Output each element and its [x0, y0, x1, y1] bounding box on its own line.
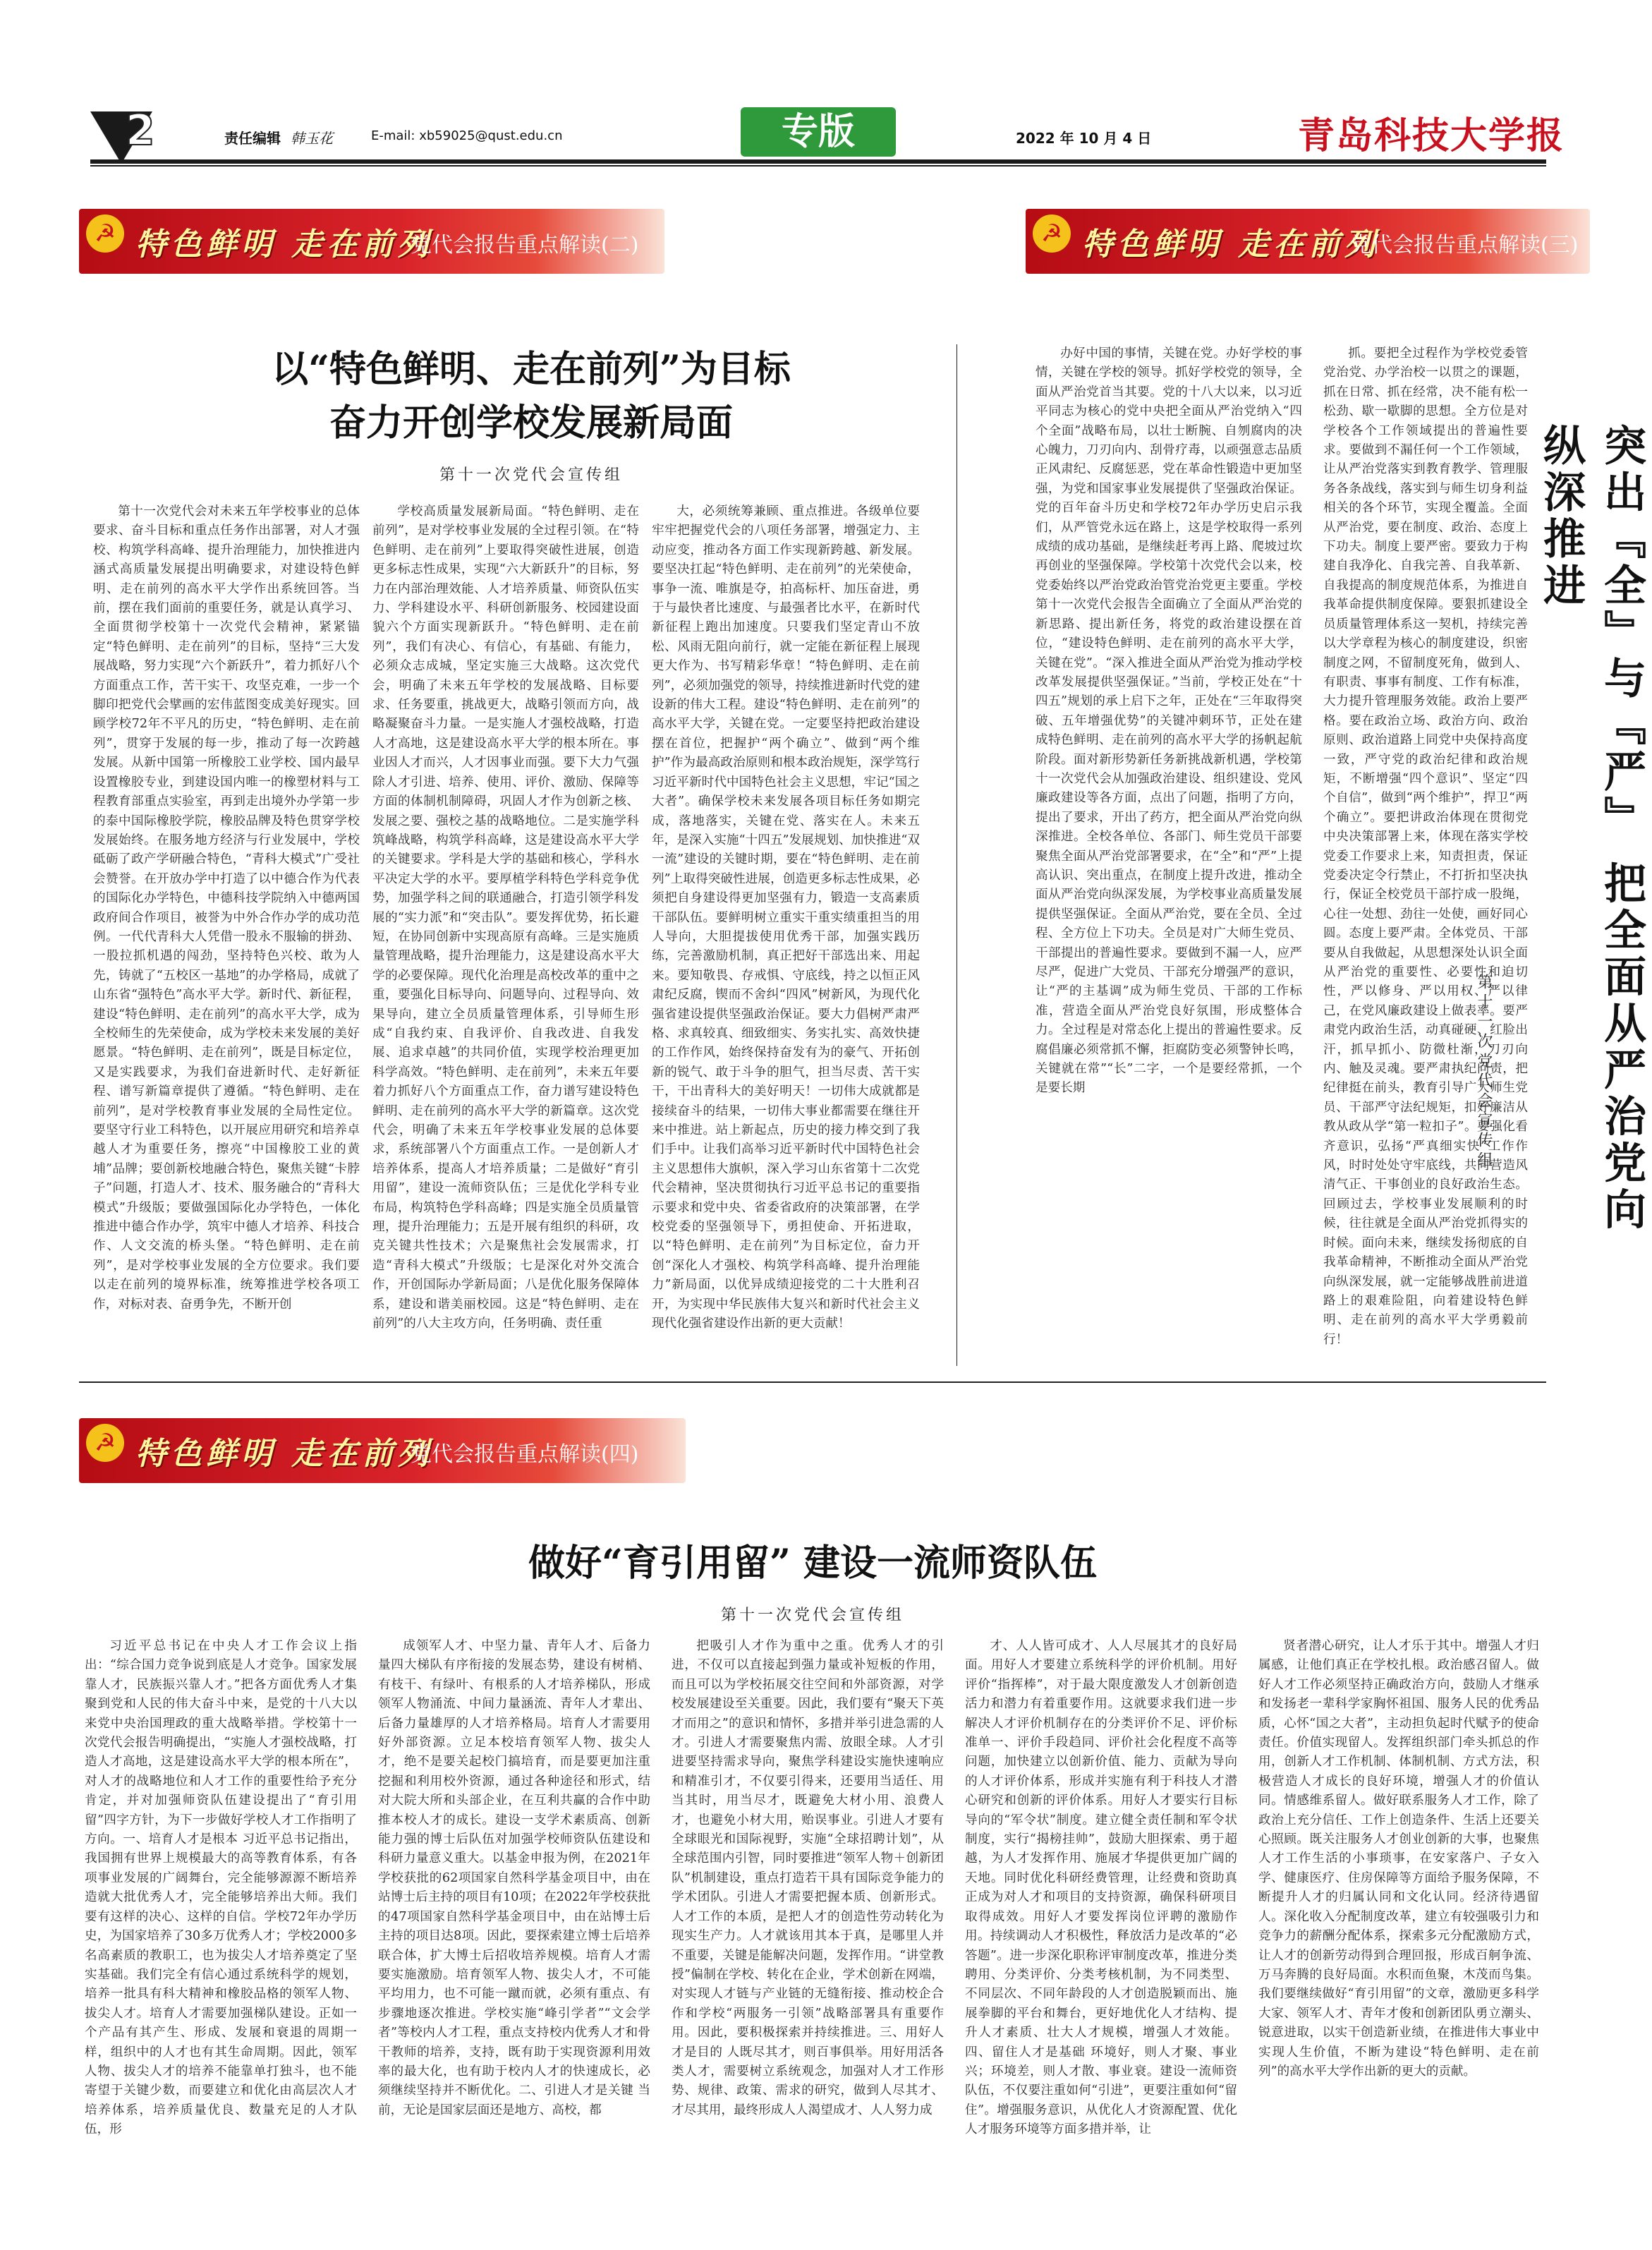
banner-slogan: 特色鲜明 走在前列: [135, 1436, 433, 1472]
banner-interpretation-2: [79, 209, 664, 274]
header-rule: [90, 159, 1546, 164]
article3-byline: 第十一次党代会宣传组: [720, 1607, 904, 1624]
paper-name: 青岛科技大学报: [1298, 114, 1565, 157]
article3-column-4: 才、人人皆可成才、人人尽展其才的良好局面。用好人才要建立系统科学的评价机制。用好评价“指挥棒”，对于最大限度激发人才创新创造活力和潜力有着重要作用。这就要求我们进一步解决人才评价机制存在的分类评价不足、评价标准单一、评价手段趋同、评价社会化程度不高等问题，加快建立以创新价值、能力、贡献为导向的人才评价体系，形成并实施有利于科技人才潜心研究和创新的评价体系。用好人才要实行目标导向的“军令状”制度。建立健全责任制和军令状制度，实行“揭榜挂帅”，鼓励大胆探索、勇于超越，为人才发挥作用、施展才华提供更加广阔的天地。同时优化科研经费管理，让经费和资助真正成为对人才和项目的支持资源，确保科研项目取得成效。用好人才要发挥岗位评聘的激励作用。持续调动人才积极性，释放活力是改革的“必答题”。进一步深化职称评审制度改革，推进分类聘用、分类评价、分类考核机制，为不同类型、不同层次、不同年龄段的人才创造脱颖而出、施展拳脚的平台和舞台，更好地优化人才结构、提升人才素质、壮大人才规模，增强人才效能。四、留住人才是基础 环境好，则人才聚、事业兴；环境差，则人才散、事业衰。建设一流师资队伍，不仅要注重如何“引进”，更要注重如何“留住”。增强服务意识，从优化人才资源配置、优化人才服务环境等方面多措并举，让: [965, 1639, 1237, 2137]
article1-title-line1: 以“特色鲜明、走在前列”为目标: [272, 348, 791, 391]
party-emblem-icon: ☭: [1033, 214, 1071, 253]
editor-label: 责任编辑: [224, 130, 281, 147]
banner-interpretation-4: [79, 1418, 686, 1483]
article2-column-1: 办好中国的事情，关键在党。办好学校的事情，关键在学校的领导。抓好学校党的领导，全面从严治党首当其要。党的十八大以来，以习近平同志为核心的党中央把全面从严治党纳入“四个全面”战略布局，以壮士断腕、自刎腐肉的决心魄力，刀刃向内、刮骨疗毒，以顽强意志品质正风肃纪、反腐惩恶，党在革命性锻造中更加坚强，为党和国家事业发展提供了坚强政治保证。党的百年奋斗历史和学校72年办学历史启示我们，从严管党永远在路上，这是学校取得一系列成绩的成功基础，是继续赶考再上路、爬坡过坎再创业的坚强保障。学校第十次党代会以来，校党委始终以严治党政治管党治党更主要重。学校第十一次党代会报告全面确立了全面从严治党的新思路、提出新任务，将党的政治建设摆在首位，“建设特色鲜明、走在前列的高水平大学，关键在党”。“深入推进全面从严治党为推动学校改革发展提供坚强保证。”当前，学校正处在“十四五”规划的承上启下之年，正处在“三年取得突破、五年增强优势”的关键冲刺环节，正处在建成特色鲜明、走在前列的高水平大学的扬帆起航阶段。面对新形势新任务新挑战新机遇，学校第十一次党代会从加强政治建设、组织建设、党风廉政建设等各方面，点出了问题，指明了方向，提出了要求，开出了药方，把全面从严治党向纵深推进。全校各单位、各部门、师生党员干部要聚焦全面从严治党部署要求，在“全”和“严”上提高认识、突出重点，在制度上提升改进，推动全面从严治党向纵深发展，为学校事业高质量发展提供坚强保证。全面从严治党，要在全员、全过程、全方位上下功夫。全员是对广大师生党员、干部提出的普遍性要求。要做到不漏一人，应严尽严，促进广大党员、干部充分增强严的意识，让“严的主基调”成为师生党员、干部的工作标准，营造全面从严治党良好氛围，形成整体合力。全过程是对常态化上提出的普遍性要求。反腐倡廉必须常抓不懈，拒腐防变必须警钟长鸣，关键就在常”“长”二字，一个是要经常抓，一个是要长期: [1035, 346, 1302, 1096]
header-rule-thin: [90, 165, 1546, 167]
article1-column-3: 大，必须统筹兼顾、重点推进。各级单位要牢牢把握党代会的八项任务部署，增强定力、主动应变，推动各方面工作实现新跨越、新发展。要坚决扛起“特色鲜明、走在前列”的光荣使命，事争一流、唯旗是夺，拍高标杆、加压奋进，勇于与最快者比速度、与最强者比水平，在新时代新征程上跑出加速度。只要我们坚定青山不放松、风雨无阻向前行，就一定能在新征程上展现更大作为、书写精彩华章！“特色鲜明、走在前列”，必须加强党的领导，持续推进新时代党的建设新的伟大工程。建设“特色鲜明、走在前列”的高水平大学，关键在党。一定要坚持把政治建设摆在首位，把握护“两个确立”、做到“两个维护”作为最高政治原则和根本政治规矩，深学笃行习近平新时代中国特色社会主义思想，牢记“国之大者”。确保学校未来发展各项目标任务如期完成，落地落实，关键在党、落实在人。未来五年，是深入实施“十四五”发展规划、加快推进“双一流”建设的关键时期，要在“特色鲜明、走在前列”上取得突破性进展，创造更多标志性成果，必须把自身建设得更加坚强有力，锻造一支高素质干部队伍。要鲜明树立重实干重实绩重担当的用人导向，大胆提拔使用优秀干部，加强实践历练，完善激励机制，真正把好干部选出来、用起来。要知敬畏、存戒惧、守底线，持之以恒正风肃纪反腐，锲而不舍纠“四风”树新风，为现代化强省建设提供坚强政治保证。要大力倡树严肃严格、求真较真、细致细实、务实扎实、高效快捷的工作作风，始终保持奋发有为的豪气、开拓创新的锐气、敢于斗争的胆气，担当尽责、苦干实干，干出青科大的美好明天！一切伟大成就都是接续奋斗的结果，一切伟大事业都需要在继往开来中推进。站上新起点，历史的接力棒交到了我们手中。让我们高举习近平新时代中国特色社会主义思想伟大旗帜，深入学习山东省第十二次党代会精神，坚决贯彻执行习近平总书记的重要指示要求和党中央、省委省政府的决策部署，在学校党委的坚强领导下，勇担使命、开拓进取，以“特色鲜明、走在前列”为目标定位，奋力开创“深化人才强校、构筑学科高峰、提升治理能力”新局面，以优异成绩迎接党的二十大胜利召开，为实现中华民族伟大复兴和新时代社会主义现代化强省建设作出新的更大贡献！: [652, 504, 920, 1331]
article3-column-2: 成领军人才、中坚力量、青年人才、后备力量四大梯队有序衔接的发展态势，建设有树梢、有枝干、有绿叶、有根系的人才培养梯队，形成领军人物涌流、中间力量涵流、青年人才辈出、后备力量雄厚的人才培养格局。培育人才需要用好外部资源。立足本校培育领军人物、拔尖人才，绝不是要关起校门搞培育，而是要更加注重挖掘和利用校外资源，通过各种途径和形式，结对大院大所和头部企业，在互利共赢的合作中助推本校人才的成长。建设一支学术素质高、创新能力强的博士后队伍对加强学校师资队伍建设和科研力量意义重大。以基金申报为例，在2021年学校获批的62项国家自然科学基金项目中，由在站博士后主持的项目有10项；在2022年学校获批的47项国家自然科学基金项目中，由在站博士后主持的项目达8项。因此，要探索建立博士后培养联合体，扩大博士后招收培养规模。培育人才需要实施激励。培育领军人物、拔尖人才，不可能平均用力，也不可能一蹴而就，必须有重点、有步骤地逐次推进。学校实施“峰引学者”“文会学者”等校内人才工程，重点支持校内优秀人才和骨干教师的培养，支持，既有助于实现资源利用效率的最大化，也有助于校内人才的快速成长，必须继续坚持并不断优化。二、引进人才是关键 当前，无论是国家层面还是地方、高校，都: [378, 1639, 650, 2117]
section-logo: 专版: [741, 107, 896, 157]
article1-byline: 第十一次党代会宣传组: [439, 466, 623, 484]
banner-subtitle: 党代会报告重点解读(二): [411, 233, 639, 258]
party-emblem-icon: ☭: [86, 1424, 124, 1462]
column-divider: [956, 344, 957, 1366]
section-divider: [79, 1381, 1546, 1383]
article2-byline: 第十一次党代会宣传组: [1475, 974, 1493, 1171]
article2-column-2: 抓。要把全过程作为学校党委管党治党、办学治校一以贯之的课题，抓在日常、抓在经常，决不能有松一松劲、歇一歇脚的思想。全方位是对学校各个工作领域提出的普遍性要求。要做到不漏任何一个工作领域，让从严治党落实到教育教学、管理服务各条战线，落实到与师生切身利益相关的各个环节，实现全覆盖。全面从严治党，要在制度、政治、态度上下功夫。制度上要严密。要致力于构建自我净化、自我完善、自我革新、自我提高的制度规范体系，为推进自我革命提供制度保障。要狠抓建设全员质量管理体系这一契机，持续完善以大学章程为核心的制度建设，织密制度之网，不留制度死角，做到人、有职责、事事有制度、工作有标准，大力提升管理服务效能。政治上要严格。要在政治立场、政治方向、政治原则、政治道路上同党中央保持高度一致，严守党的政治纪律和政治规矩，不断增强“四个意识”、坚定“四个自信”，做到“两个维护”，捍卫“两个确立”。要把讲政治体现在贯彻党中央决策部署上来，体现在落实学校党委工作要求上来，知责担责，保证党委决定令行禁止，不打折扣坚决执行，保证全校党员干部拧成一股绳，心往一处想、劲往一处使，画好同心圆。态度上要严肃。全体党员、干部要从自我做起，从思想深处认识全面从严治党的重要性、必要性和迫切性，严以修身、严以用权、严以律己，在党风廉政建设上做表率。要严肃党内政治生活，动真碰硬、红脸出汗，抓早抓小、防微杜渐，刀刃向内、触及灵魂。要严肃执纪问责，把纪律挺在前头，教育引导广大师生党员、干部严守法纪规矩，扣好廉洁从教从政从学“第一粒扣子”。要强化看齐意识，弘扬“严真细实快”工作作风，时时处处守牢底线，共同营造风清气正、干事创业的良好政治生态。回顾过去，学校事业发展顺利的时候，往往就是全面从严治党抓得实的时候。面向未来，继续发扬彻底的自我革命精神，不断推动全面从严治党向纵深发展，就一定能够战胜前进道路上的艰难险阻，向着建设特色鲜明、走在前列的高水平大学勇毅前行！: [1323, 346, 1528, 1347]
article3-column-3: 把吸引人才作为重中之重。优秀人才的引进，不仅可以直接起到强力量或补短板的作用，而且可以为学校拓展交往空间和外部资源，对学校发展建设至关重要。因此，我们要有“聚天下英才而用之”的意识和情怀，多措并举引进急需的人才。引进人才需要聚焦内需、放眼全球。人才引进要坚持需求导向，聚焦学科建设实施快速响应和精准引才，不仅要引得来，还要用当适任、用当其时，用当尽才，既避免大材小用、浪费人才，也避免小材大用，贻误事业。引进人才要有全球眼光和国际视野，实施“全球招聘计划”，从全球范围内引智，同时要推进“领军人物＋创新团队”机制建设，重点打造若干具有国际竞争能力的学术团队。引进人才需要把握本质、创新形式。人才工作的本质，是把人才的创造性劳动转化为现实生产力。人才就该用其本于真，是哪里人并不重要，关键是能解决问题，发挥作用。“讲堂教授”偏制在学校、转化在企业，学术创新在网端，对实现人才链与产业链的无缝衔接、推动校企合作和学校“两服务一引领”战略部署具有重要作用。因此，要积极探索并持续推进。三、用好人才是目的 人既尽其才，则百事俱举。用好用活各类人才，需要树立系统观念，加强对人才工作形势、规律、政策、需求的研究，做到人尽其才、才尽其用，最终形成人人渴望成才、人人努力成: [672, 1639, 944, 2117]
editor-email[interactable]: E-mail: xb59025@qust.edu.cn: [371, 128, 563, 143]
banner-subtitle: 党代会报告重点解读(四): [411, 1442, 639, 1467]
article3-column-5: 贤者潜心研究，让人才乐于其中。增强人才归属感，让他们真正在学校扎根。政治感召留人。做好人才工作必须坚持正确政治方向，鼓励人才继承和发扬老一辈科学家胸怀祖国、服务人民的优秀品质，心怀“国之大者”，主动担负起时代赋予的使命责任。价值实现留人。发挥组织部门牵头抓总的作用，创新人才工作机制、体制机制、方式方法，积极营造人才成长的良好环境，增强人才的价值认同。情感维系留人。做好联系服务人才工作，除了政治上充分信任、工作上创造条件、生活上还要关心照顾。既关注服务人才创业创新的大事，也聚焦人才工作生活的小事琐事，在安家落户、子女入学、健康医疗、住房保障等方面给予服务保障，不断提升人才的归属认同和文化认同。经济待遇留人。深化收入分配制度改革，建立有较强吸引力和竞争力的薪酬分配体系，探索多元分配激励方式，让人才的创新劳动得到合理回报，形成百舸争流、万马奔腾的良好局面。水积而鱼聚，木茂而鸟集。我们要继续做好“育引用留”的文章，激励更多科学大家、领军人才、青年才俊和创新团队勇立潮头、锐意进取，以实干创造新业绩，在推进伟大事业中实现人生价值，不断为建设“特色鲜明、走在前列”的高水平大学作出新的更大的贡献。: [1258, 1639, 1539, 2079]
article2-vertical-title: 突出『全』与『严』 把全面从严治党向纵深推进: [1536, 423, 1646, 1234]
article1-column-1: 第十一次党代会对未来五年学校事业的总体要求、奋斗目标和重点任务作出部署，对人才强校、构筑学科高峰、提升治理能力，加快推进内涵式高质量发展提出明确要求，对建设特色鲜明、走在前列的高水平大学作出系统回答。当前，摆在我们面前的重要任务，就是认真学习、全面贯彻学校第十一次党代会精神，紧紧锚定“特色鲜明、走在前列”的目标，坚持“三大发展战略，努力实现“六个新跃升”，着力抓好八个方面重点工作，苦干实干、攻坚克难，一步一个脚印把党代会擘画的宏伟蓝图变成美好现实。回顾学校72年不平凡的历史，“特色鲜明、走在前列”，贯穿于发展的每一步，推动了每一次跨越发展。从新中国第一所橡胶工业学校、国内最早设置橡胶专业，到建设国内唯一的橡塑材料与工程教育部重点实验室，再到走出境外办学第一步的泰中国际橡胶学院，橡胶品牌及特色贯穿学校发展始终。在服务地方经济与行业发展中，学校砥砺了政产学研融合特色，“青科大模式”广受社会赞誉。在开放办学中打造了以中德合作为代表的国际化办学特色，中德科技学院纳入中德两国政府间合作项目，被誉为中外合作办学的成功范例。一代代青科大人凭借一股永不服输的拼劲、一股拉抓机遇的闯劲，坚持特色兴校、敢为人先，铸就了“五校区一基地”的办学格局，成就了山东省“强特色”高水平大学。新时代、新征程，建设“特色鲜明、走在前列”的高水平大学，成为全校师生的先荣使命，成为学校未来发展的美好愿景。“特色鲜明、走在前列”，既是目标定位，又是实践要求，为我们奋进新时代、走好新征程、谱写新篇章提供了遵循。“特色鲜明、走在前列”，是对学校教育事业发展的全局性定位。要坚守行业工科特色，以开展应用研究和培养卓越人才为重要任务，擦亮“中国橡胶工业的黄埔”品牌；要创新校地融合特色，聚焦关键“卡脖子”问题，打造人才、技术、服务融合的“青科大模式”升级版；要做强国际化办学特色，一体化推进中德合作办学，筑牢中德人才培养、科技合作、人文交流的桥头堡。“特色鲜明、走在前列”，是对学校事业发展的全方位要求。我们要以走在前列的境界标准，统筹推进学校各项工作，对标对表、奋勇争先，不断开创: [93, 504, 360, 1312]
article3-title: 做好“育引用留” 建设一流师资队伍: [528, 1542, 1097, 1585]
article1-title-line2: 奋力开创学校发展新局面: [329, 401, 733, 444]
banner-interpretation-3: [1026, 209, 1590, 274]
banner-subtitle: 党代会报告重点解读(三): [1350, 233, 1579, 258]
page-number: 2: [126, 106, 155, 155]
banner-slogan: 特色鲜明 走在前列: [135, 226, 433, 262]
issue-date: 2022 年 10 月 4 日: [1016, 130, 1152, 147]
editor-name: 韩玉花: [291, 130, 333, 147]
article3-column-1: 习近平总书记在中央人才工作会议上指出：“综合国力竞争说到底是人才竞争。国家发展靠人才，民族振兴靠人才。”把各方面优秀人才集聚到党和人民的伟大奋斗中来，是党的十八大以来党中央治国理政的重大战略举措。学校第十一次党代会报告明确提出，“实施人才强校战略，打造人才高地，这是建设高水平大学的根本所在”，对人才的战略地位和人才工作的重要性给予充分肯定，并对加强师资队伍建设提出了“育引用留”四字方针，为下一步做好学校人才工作指明了方向。一、培育人才是根本 习近平总书记指出，我国拥有世界上规模最大的高等教育体系，有各项事业发展的广阔舞台，完全能够源源不断培养造就大批优秀人才，完全能够培养出大师。我们要有这样的决心、这样的自信。学校72年办学历史，为国家培养了30多万优秀人才；学校2000多名高素质的教职工，也为拔尖人才培养奠定了坚实基础。我们完全有信心通过系统科学的规划，培养一批具有科大精神和橡胶品格的领军人物、拔尖人才。培育人才需要加强梯队建设。正如一个产品有其产生、形成、发展和衰退的周期一样，组织中的人才也有其生命周期。因此，领军人物、拔尖人才的培养不能靠单打独斗，也不能寄望于关键少数，而要建立和优化由高层次人才培养体系，培养质量优良、数量充足的人才队伍，形: [85, 1639, 357, 2137]
article1-column-2: 学校高质量发展新局面。“特色鲜明、走在前列”，是对学校事业发展的全过程引领。在“特色鲜明、走在前列”上要取得突破性进展，创造更多标志性成果，实现“六大新跃升”的目标，努力在内部治理效能、人才培养质量、师资队伍实力、学科建设水平、科研创新服务、校园建设面貌六个方面实现新跃升。“特色鲜明、走在前列”，我们有决心、有信心，有基础、有能力，必须众志成城，坚定实施三大战略。这次党代会，明确了未来五年学校的发展战略、目标要求、任务要重，挑战更大，战略引领而方向，战略凝聚奋斗力量。一是实施人才强校战略，打造人才高地，这是建设高水平大学的根本所在。事业因人才而兴，人才因事业而强。要下大力气强除人才引进、培养、使用、评价、激励、保障等方面的体制机制障碍，巩固人才作为创新之核、发展之要、强校之基的战略地位。二是实施学科筑峰战略，构筑学科高峰，这是建设高水平大学的关键要求。学科是大学的基础和核心，学科水平决定大学的水平。要厚植学科特色学科竞争优势，加强学科之间的联通融合，打造引领学科发展的“实力派”和“突击队”。要发挥优势，拓长避短，在协同创新中实现高原有高峰。三是实施质量管理战略，提升治理能力，这是建设高水平大学的必要保障。现代化治理是高校改革的重中之重，要强化目标导向、问题导向、过程导向、效果导向，建立全员质量管理体系，引导师生形成“自我约束、自我评价、自我改进、自我发展、追求卓越”的共同价值，实现学校治理更加科学高效。“特色鲜明、走在前列”，未来五年要着力抓好八个方面重点工作，奋力谱写建设特色鲜明、走在前列的高水平大学的新篇章。这次党代会，明确了未来五年学校事业发展的总体要求，系统部署八个方面重点工作。一是创新人才培养体系，提高人才培养质量；二是做好“育引用留”，建设一流师资队伍；三是优化学科专业布局，构筑特色学科高峰；四是实施全员质量管理，提升治理能力；五是开展有组织的科研，攻克关键共性技术；六是聚焦社会发展需求，打造“青科大模式”升级版；七是深化对外交流合作，开创国际办学新局面；八是优化服务保障体系，建设和谐美丽校园。这是“特色鲜明、走在前列”的八大主攻方向，任务明确、责任重: [372, 504, 639, 1331]
party-emblem-icon: ☭: [86, 214, 124, 253]
banner-slogan: 特色鲜明 走在前列: [1082, 226, 1380, 262]
